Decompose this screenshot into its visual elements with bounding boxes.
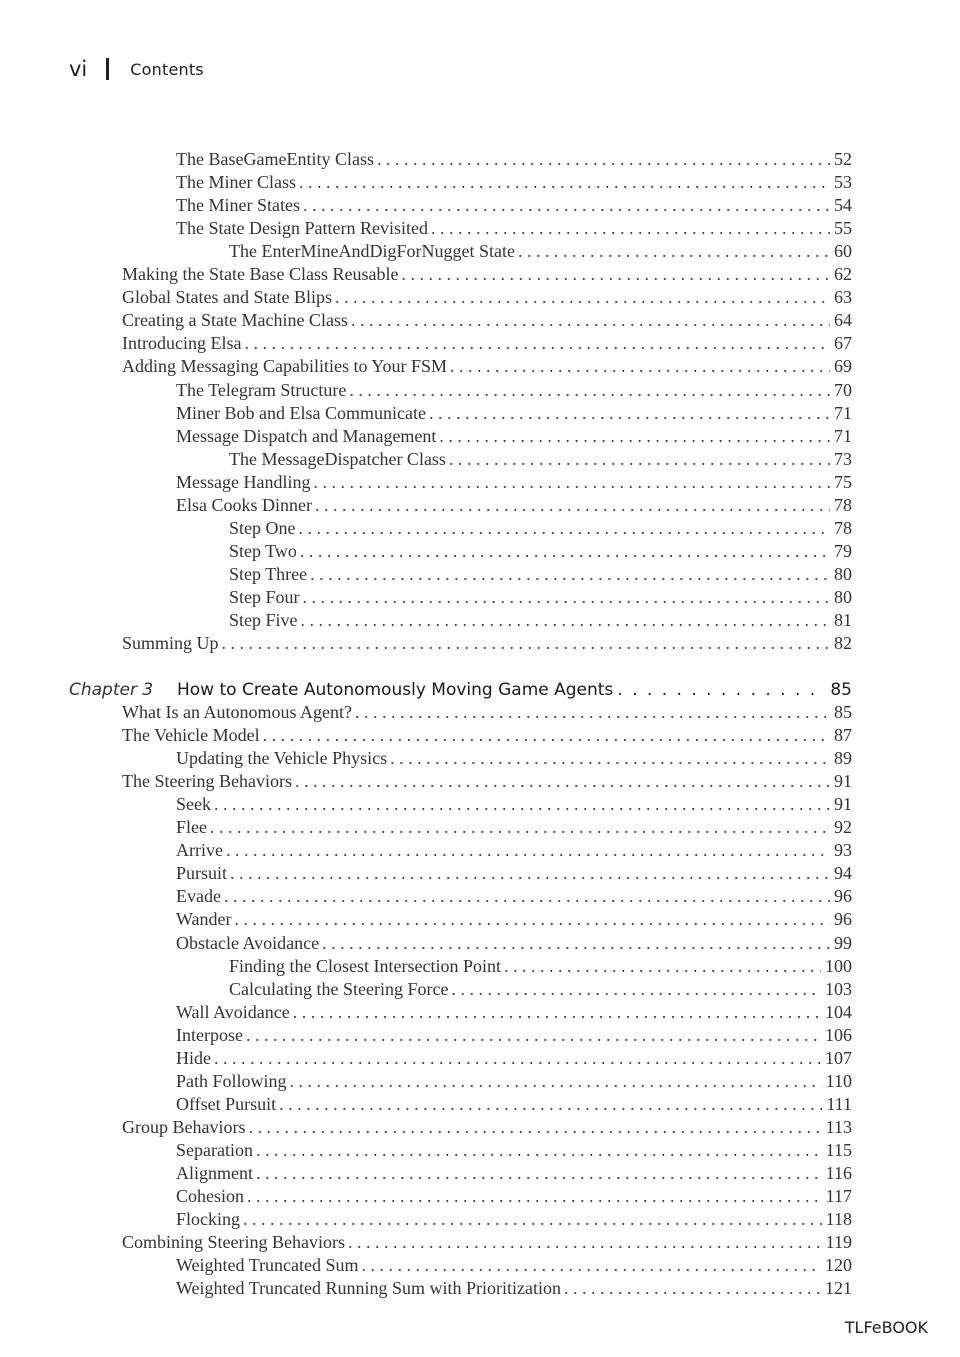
dot-leader [307,564,830,585]
toc-entry-title: Cohesion [176,1186,245,1207]
toc-entry-title: Step Three [229,563,308,584]
toc-entry[interactable] [122,285,852,308]
toc-entry-title: Introducing Elsa [122,333,242,354]
toc-entry-title: Evade [176,886,221,907]
dot-leader [515,241,830,262]
dot-leader [211,1048,821,1069]
dot-leader [296,172,830,193]
dot-leader [312,495,830,516]
toc-entry-title: Separation [176,1139,253,1160]
toc-entry[interactable] [176,1161,852,1184]
toc-entry-page: 87 [834,725,852,746]
toc-entry-page: 62 [834,264,852,285]
toc-entry[interactable] [176,378,852,401]
toc-entry-title: Path Following [176,1070,287,1091]
toc-entry[interactable] [176,493,852,516]
dot-leader [446,449,830,470]
toc-entry[interactable] [176,884,852,907]
toc-entry-title: Interpose [176,1024,243,1045]
dot-leader [359,1255,821,1276]
dot-leader [398,264,830,285]
toc-entry[interactable] [176,1069,852,1092]
toc-entry-page: 91 [834,771,852,792]
toc-entry[interactable] [176,907,852,930]
toc-entry[interactable] [229,585,852,608]
chapter-title: How to Create Autonomously Moving Game Agents [177,680,614,700]
toc-entry-page: 106 [825,1024,852,1045]
toc-entry-page: 82 [834,633,852,654]
toc-entry[interactable] [122,262,852,285]
dot-leader [387,748,830,769]
toc-entry[interactable] [176,931,852,954]
toc-entry[interactable] [176,1184,852,1207]
toc-entry-page: 71 [834,425,852,446]
toc-entry-title: Step Two [229,540,297,561]
toc-entry-title: Step One [229,517,296,538]
toc-entry-page: 104 [825,1001,852,1022]
toc-entry[interactable] [229,447,852,470]
dot-leader [310,472,830,493]
toc-entry[interactable] [122,331,852,354]
toc-entry-title: Alignment [176,1163,253,1183]
toc-entry-page: 71 [834,402,852,423]
toc-entry[interactable] [176,470,852,493]
toc-entry-page: 80 [834,586,852,607]
toc-entry-page: 120 [825,1255,852,1276]
toc-entry-title: Obstacle Avoidance [176,932,320,953]
toc-entry[interactable] [176,424,852,447]
toc-entry-title: Making the State Base Class Reusable [122,264,399,285]
dot-leader [223,840,830,861]
toc-entry-title: The Steering Behaviors [122,771,292,792]
dot-leader [613,680,824,700]
toc-entry-page: 73 [834,448,852,469]
dot-leader [241,333,830,354]
toc-entry-page: 78 [834,494,852,515]
dot-leader [253,1163,822,1184]
toc-entry-title: Miner Bob and Elsa Communicate [176,402,426,423]
toc-entry[interactable] [229,977,852,1000]
toc-entry-page: 107 [825,1047,852,1068]
toc-entry[interactable] [176,815,852,838]
dot-leader [287,1071,822,1092]
dot-leader [346,380,830,401]
dot-leader [292,771,830,792]
toc-entry[interactable] [176,1000,852,1023]
toc-entry-page: 99 [834,932,852,953]
toc-entry[interactable] [176,147,852,170]
toc-entry-title: Message Dispatch and Management [176,425,437,446]
toc-entry[interactable] [122,631,852,654]
dot-leader [447,356,830,377]
toc-entry[interactable] [176,1046,852,1069]
toc-entry-title: The Vehicle Model [122,725,260,746]
dot-leader [319,933,830,954]
dot-leader [244,1186,822,1207]
toc-entry-title: Updating the Vehicle Physics [176,748,388,769]
toc-entry[interactable] [176,216,852,239]
toc-entry-page: 53 [834,172,852,193]
chapter-label: Chapter 3 [69,680,154,700]
toc-entry[interactable] [122,723,852,746]
toc-entry-page: 111 [826,1093,852,1114]
toc-entry-title: Hide [176,1047,211,1068]
toc-entry-title: Wander [176,909,232,930]
toc-entry[interactable] [229,239,852,262]
toc-entry-page: 93 [834,840,852,861]
toc-entry-page: 115 [825,1139,852,1160]
toc-entry-page: 116 [825,1163,852,1183]
dot-leader [426,403,830,424]
toc-entry[interactable] [122,1115,852,1138]
toc-entry[interactable] [176,1253,852,1276]
toc-entry-page: 89 [834,748,852,769]
toc-entry-page: 67 [834,333,852,354]
toc-entry[interactable] [176,1023,852,1046]
toc-entry-title: The EnterMineAndDigForNugget State [229,241,515,262]
dot-leader [227,863,830,884]
toc-entry-page: 121 [825,1278,852,1299]
toc-entry-title: Weighted Truncated Running Sum with Prioritization [176,1278,562,1299]
toc-entry-page: 91 [834,794,852,815]
dot-leader [352,702,830,723]
toc-entry-title: Message Handling [176,471,311,492]
dot-leader [501,956,821,977]
toc-entry-title: Wall Avoidance [176,1001,290,1022]
toc-entry[interactable] [122,769,852,792]
toc-entry-page: 75 [834,471,852,492]
dot-leader [348,310,830,331]
toc-entry-page: 119 [825,1232,852,1253]
toc-entry-title: The Miner Class [176,172,296,193]
toc-entry[interactable] [176,838,852,861]
toc-entry[interactable] [176,1276,852,1299]
dot-leader [211,794,830,815]
dot-leader [245,1117,821,1138]
dot-leader [428,218,830,239]
toc-entry[interactable] [229,608,852,631]
toc-entry-title: What Is an Autonomous Agent? [122,702,352,722]
chapter-heading[interactable] [69,676,852,700]
dot-leader [374,149,830,170]
toc-entry[interactable] [176,193,852,216]
page-header [69,52,204,86]
toc-entry-page: 85 [834,702,852,722]
dot-leader [221,886,830,907]
dot-leader [298,610,830,631]
toc-entry-page: 54 [834,195,852,216]
toc-entry-page: 96 [834,886,852,907]
dot-leader [300,195,830,216]
toc-entry-page: 110 [825,1070,852,1091]
toc-entry[interactable] [176,746,852,769]
dot-leader [436,426,830,447]
toc-entry-page: 63 [834,287,852,308]
toc-entry-page: 117 [825,1186,852,1207]
toc-entry[interactable] [176,170,852,193]
dot-leader [345,1232,822,1253]
toc-entry-page: 118 [825,1209,852,1230]
dot-leader [276,1094,822,1115]
toc-entry-page: 60 [834,241,852,262]
dot-leader [219,633,830,654]
toc-entry-title: Arrive [176,840,223,861]
toc-entry-title: Creating a State Machine Class [122,310,348,331]
chapter-page: 85 [830,680,852,700]
toc-entry[interactable] [229,954,852,977]
toc-entry-title: The Miner States [176,195,300,216]
toc-entry-page: 103 [825,978,852,999]
toc-entry[interactable] [176,1207,852,1230]
toc-entry-title: Global States and State Blips [122,287,332,308]
toc-entry-title: Step Five [229,610,298,630]
toc-entry-page: 55 [834,218,852,239]
toc-entry-title: Offset Pursuit [176,1093,277,1114]
toc-entry-page: 78 [834,517,852,538]
dot-leader [260,725,830,746]
dot-leader [561,1278,821,1299]
toc-entry-page: 52 [834,149,852,169]
toc-entry-title: Pursuit [176,863,228,884]
toc-entry[interactable] [122,354,852,377]
toc-entry-title: Adding Messaging Capabilities to Your FSM [122,356,448,377]
dot-leader [232,909,830,930]
toc-entry[interactable] [176,401,852,424]
toc-entry[interactable] [229,539,852,562]
dot-leader [296,518,831,539]
dot-leader [207,817,830,838]
toc-entry-title: The MessageDispatcher Class [229,448,446,469]
toc-entry-title: Step Four [229,586,300,607]
toc-entry[interactable] [122,308,852,331]
dot-leader [297,541,830,562]
toc-entry-title: The State Design Pattern Revisited [176,218,428,239]
toc-entry-title: The Telegram Structure [176,379,347,400]
toc-entry[interactable] [176,861,852,884]
toc-entry-title: Finding the Closest Intersection Point [229,955,501,976]
toc-entry-page: 69 [834,356,852,377]
toc-entry-page: 80 [834,563,852,584]
toc-entry[interactable] [122,700,852,723]
toc-entry-title: Elsa Cooks Dinner [176,494,312,515]
toc-entry-title: The BaseGameEntity Class [176,149,374,169]
footer-text: TLFeBOOK [844,1318,928,1337]
toc-entry-page: 94 [834,863,852,884]
toc-entry[interactable] [229,562,852,585]
toc-entry[interactable] [176,792,852,815]
dot-leader [243,1025,821,1046]
toc-entry-page: 79 [834,540,852,561]
toc-entry-title: Summing Up [122,633,219,654]
toc-entry[interactable] [176,1092,852,1115]
dot-leader [253,1140,822,1161]
toc-entry-page: 70 [834,379,852,400]
page-number: vi [69,57,88,81]
dot-leader [448,979,821,1000]
toc-entry[interactable] [229,516,852,539]
dot-leader [290,1002,821,1023]
dot-leader [240,1209,822,1230]
dot-leader [332,287,830,308]
toc-entry-title: Combining Steering Behaviors [122,1232,345,1253]
toc-entry-title: Group Behaviors [122,1116,246,1137]
toc-entry-title: Flee [176,817,207,838]
toc-entry-page: 113 [825,1116,852,1137]
toc-entry-page: 96 [834,909,852,930]
running-title: Contents [130,59,204,79]
dot-leader [300,587,830,608]
toc-entry-page: 92 [834,817,852,838]
toc-entry[interactable] [176,1138,852,1161]
toc-entry-page: 64 [834,310,852,331]
toc-entry-title: Weighted Truncated Sum [176,1255,359,1276]
toc-entry-title: Flocking [176,1209,241,1230]
toc-entry[interactable] [122,1230,852,1253]
header-divider [106,58,109,80]
toc-entry-page: 100 [825,955,852,976]
toc-entry-page: 81 [834,610,852,630]
toc-entry-title: Seek [176,794,211,815]
toc-entry-title: Calculating the Steering Force [229,978,449,999]
